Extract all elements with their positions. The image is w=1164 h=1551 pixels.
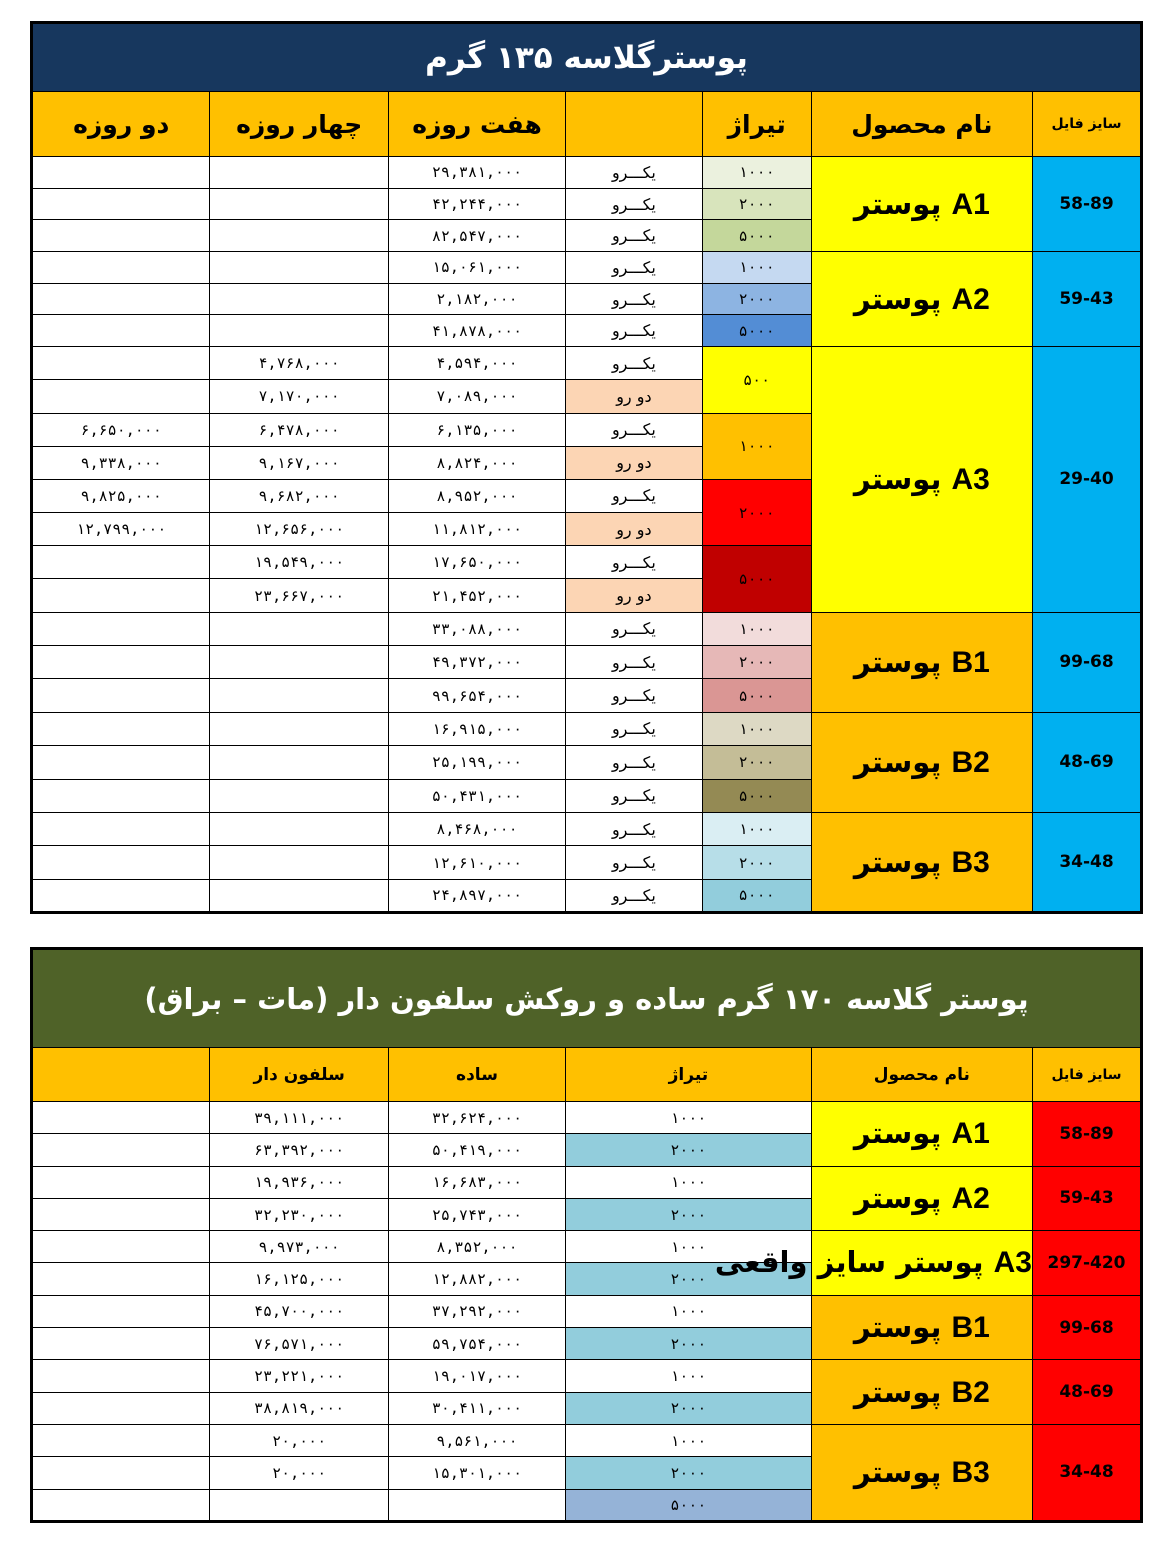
file-size-cell: 34-48 (1033, 1424, 1142, 1521)
tiraj-cell: ۱۰۰۰ (702, 252, 811, 284)
price-two-day-cell (32, 188, 210, 220)
print-side-cell: یکـــرو (566, 479, 703, 512)
price-plain-cell: ۳۰,۴۱۱,۰۰۰ (388, 1392, 565, 1424)
price-table-135g (30, 21, 1143, 914)
header-product-name: نام محصول (811, 92, 1032, 157)
price-cellophane-cell: ۶۳,۳۹۲,۰۰۰ (210, 1134, 388, 1166)
price-two-day-cell (32, 347, 210, 380)
price-two-day-cell (32, 646, 210, 679)
print-side-cell: یکـــرو (566, 283, 703, 315)
price-seven-day-cell: ۸۲,۵۴۷,۰۰۰ (388, 220, 565, 252)
tiraj-cell: ۲۰۰۰ (702, 283, 811, 315)
header-seven-day: هفت روزه (388, 92, 565, 157)
price-four-day-cell: ۷,۱۷۰,۰۰۰ (210, 380, 388, 413)
table-170-body (32, 1102, 1142, 1522)
price-seven-day-cell: ۲۹,۳۸۱,۰۰۰ (388, 157, 565, 189)
price-four-day-cell (210, 846, 388, 879)
price-cellophane-cell: ۳۲,۲۳۰,۰۰۰ (210, 1198, 388, 1230)
product-code: B1 (951, 1311, 990, 1345)
price-four-day-cell: ۹,۶۸۲,۰۰۰ (210, 479, 388, 512)
product-code: A1 (951, 1117, 990, 1151)
price-seven-day-cell: ۱۱,۸۱۲,۰۰۰ (388, 513, 565, 546)
tiraj-cell: ۵۰۰۰ (702, 879, 811, 912)
price-seven-day-cell: ۴۱,۸۷۸,۰۰۰ (388, 315, 565, 347)
print-side-cell: یکـــرو (566, 679, 703, 712)
price-two-day-cell (32, 879, 210, 912)
price-seven-day-cell: ۹۹,۶۵۴,۰۰۰ (388, 679, 565, 712)
price-two-day-cell: ۹,۳۳۸,۰۰۰ (32, 446, 210, 479)
header-product-name: نام محصول (811, 1048, 1032, 1102)
price-two-day-cell (32, 380, 210, 413)
table-row (32, 812, 1142, 845)
price-two-day-cell (32, 546, 210, 579)
price-four-day-cell: ۹,۱۶۷,۰۰۰ (210, 446, 388, 479)
price-two-day-cell (32, 252, 210, 284)
tiraj-cell: ۲۰۰۰ (566, 1198, 812, 1230)
price-cellophane-cell: ۷۶,۵۷۱,۰۰۰ (210, 1328, 388, 1360)
tiraj-cell: ۱۰۰۰ (702, 712, 811, 745)
product-label: پوستر (853, 186, 942, 221)
price-plain-cell: ۳۷,۲۹۲,۰۰۰ (388, 1295, 565, 1327)
product-label: پوستر (853, 1116, 942, 1151)
print-side-cell: یکـــرو (566, 546, 703, 579)
file-size-cell: 29-40 (1033, 347, 1142, 613)
empty-cell (32, 1263, 210, 1295)
price-four-day-cell (210, 188, 388, 220)
file-size-cell: 99-68 (1033, 1295, 1142, 1360)
price-seven-day-cell: ۸,۸۲۴,۰۰۰ (388, 446, 565, 479)
price-cellophane-cell: ۴۵,۷۰۰,۰۰۰ (210, 1295, 388, 1327)
price-plain-cell: ۳۲,۶۲۴,۰۰۰ (388, 1102, 565, 1134)
product-name-cell (811, 157, 1032, 252)
header-plain: ساده (388, 1048, 565, 1102)
tiraj-cell: ۵۰۰۰ (702, 779, 811, 812)
print-side-cell: دو رو (566, 513, 703, 546)
header-extra (32, 1048, 210, 1102)
print-side-cell: یکـــرو (566, 315, 703, 347)
price-cellophane-cell: ۹,۹۷۳,۰۰۰ (210, 1231, 388, 1263)
tiraj-cell: ۲۰۰۰ (566, 1328, 812, 1360)
empty-cell (32, 1166, 210, 1198)
file-size-cell: 58-89 (1033, 1102, 1142, 1167)
price-cellophane-cell (210, 1489, 388, 1521)
price-seven-day-cell: ۸,۴۶۸,۰۰۰ (388, 812, 565, 845)
file-size-cell: 34-48 (1033, 812, 1142, 912)
header-four-day: چهار روزه (210, 92, 388, 157)
tiraj-cell: ۲۰۰۰ (566, 1457, 812, 1489)
product-code: A3 (993, 1246, 1032, 1280)
empty-cell (32, 1489, 210, 1521)
price-plain-cell: ۵۰,۴۱۹,۰۰۰ (388, 1134, 565, 1166)
product-name-cell (811, 1166, 1032, 1231)
price-cellophane-cell: ۲۰,۰۰۰ (210, 1424, 388, 1456)
product-name-cell (811, 1360, 1032, 1425)
print-side-cell: یکـــرو (566, 413, 703, 446)
tiraj-cell: ۲۰۰۰ (702, 846, 811, 879)
table-row (32, 612, 1142, 645)
price-seven-day-cell: ۳۳,۰۸۸,۰۰۰ (388, 612, 565, 645)
price-plain-cell: ۱۲,۸۸۲,۰۰۰ (388, 1263, 565, 1295)
file-size-cell: 297-420 (1033, 1231, 1142, 1296)
price-four-day-cell (210, 220, 388, 252)
price-seven-day-cell: ۲۱,۴۵۲,۰۰۰ (388, 579, 565, 612)
print-side-cell: یکـــرو (566, 220, 703, 252)
product-name-cell (811, 1424, 1032, 1521)
table-row (32, 347, 1142, 380)
empty-cell (32, 1295, 210, 1327)
file-size-cell: 58-89 (1033, 157, 1142, 252)
table-row (32, 1102, 1142, 1134)
price-cellophane-cell: ۳۸,۸۱۹,۰۰۰ (210, 1392, 388, 1424)
product-name-cell (811, 812, 1032, 912)
product-code: A3 (951, 462, 990, 496)
product-name-cell (714, 1231, 1032, 1296)
price-cellophane-cell: ۱۹,۹۳۶,۰۰۰ (210, 1166, 388, 1198)
price-seven-day-cell: ۱۵,۰۶۱,۰۰۰ (388, 252, 565, 284)
product-code: A2 (951, 282, 990, 316)
empty-cell (32, 1134, 210, 1166)
header-two-day: دو روزه (32, 92, 210, 157)
price-two-day-cell: ۶,۶۵۰,۰۰۰ (32, 413, 210, 446)
tiraj-cell: ۲۰۰۰ (566, 1392, 812, 1424)
tiraj-cell: ۱۰۰۰ (566, 1231, 812, 1263)
price-seven-day-cell: ۲۵,۱۹۹,۰۰۰ (388, 746, 565, 779)
price-two-day-cell (32, 779, 210, 812)
product-label: پوستر (853, 1374, 942, 1409)
price-four-day-cell: ۲۳,۶۶۷,۰۰۰ (210, 579, 388, 612)
tiraj-cell: ۲۰۰۰ (566, 1263, 812, 1295)
empty-cell (32, 1392, 210, 1424)
product-label: پوستر (853, 461, 942, 496)
empty-cell (32, 1102, 210, 1134)
file-size-cell: 59-43 (1033, 252, 1142, 347)
tiraj-cell: ۵۰۰۰ (566, 1489, 812, 1521)
price-two-day-cell: ۱۲,۷۹۹,۰۰۰ (32, 513, 210, 546)
price-two-day-cell (32, 812, 210, 845)
product-code: B2 (951, 745, 990, 779)
tiraj-cell: ۱۰۰۰ (702, 612, 811, 645)
price-four-day-cell (210, 315, 388, 347)
file-size-cell: 48-69 (1033, 1360, 1142, 1425)
price-seven-day-cell: ۴۲,۲۴۴,۰۰۰ (388, 188, 565, 220)
table-135-body (32, 157, 1142, 913)
price-plain-cell: ۱۵,۳۰۱,۰۰۰ (388, 1457, 565, 1489)
price-two-day-cell (32, 712, 210, 745)
print-side-cell: یکـــرو (566, 712, 703, 745)
product-name-cell (811, 1102, 1032, 1167)
price-plain-cell: ۱۹,۰۱۷,۰۰۰ (388, 1360, 565, 1392)
header-side (566, 92, 703, 157)
print-side-cell: یکـــرو (566, 252, 703, 284)
price-two-day-cell (32, 612, 210, 645)
print-side-cell: دو رو (566, 380, 703, 413)
tiraj-cell: ۱۰۰۰ (566, 1360, 812, 1392)
product-name-cell (811, 252, 1032, 347)
product-label: پوستر (853, 1180, 942, 1215)
price-plain-cell (388, 1489, 565, 1521)
price-seven-day-cell: ۱۲,۶۱۰,۰۰۰ (388, 846, 565, 879)
product-code: A2 (951, 1181, 990, 1215)
print-side-cell: یکـــرو (566, 157, 703, 189)
table-row (32, 1231, 1142, 1263)
tiraj-cell: ۲۰۰۰ (702, 746, 811, 779)
tiraj-cell: ۱۰۰۰ (702, 812, 811, 845)
price-two-day-cell (32, 315, 210, 347)
print-side-cell: یکـــرو (566, 879, 703, 912)
product-code: B3 (951, 845, 990, 879)
product-name-cell (811, 1295, 1032, 1360)
price-plain-cell: ۸,۳۵۲,۰۰۰ (388, 1231, 565, 1263)
print-side-cell: یکـــرو (566, 746, 703, 779)
product-label: پوستر (853, 844, 942, 879)
table-row (32, 1166, 1142, 1198)
header-file-size: سایز فایل (1033, 92, 1142, 157)
tiraj-cell: ۵۰۰۰ (702, 679, 811, 712)
price-seven-day-cell: ۴,۵۹۴,۰۰۰ (388, 347, 565, 380)
price-seven-day-cell: ۱۷,۶۵۰,۰۰۰ (388, 546, 565, 579)
tiraj-cell: ۲۰۰۰ (702, 188, 811, 220)
tiraj-cell: ۱۰۰۰ (566, 1166, 812, 1198)
price-four-day-cell (210, 252, 388, 284)
product-name-cell (811, 347, 1032, 613)
price-four-day-cell: ۱۹,۵۴۹,۰۰۰ (210, 546, 388, 579)
tiraj-cell: ۱۰۰۰ (566, 1295, 812, 1327)
tiraj-cell: ۵۰۰۰ (702, 220, 811, 252)
price-plain-cell: ۲۵,۷۴۳,۰۰۰ (388, 1198, 565, 1230)
price-four-day-cell (210, 812, 388, 845)
product-code: B3 (951, 1455, 990, 1489)
print-side-cell: یکـــرو (566, 347, 703, 380)
price-cellophane-cell: ۱۶,۱۲۵,۰۰۰ (210, 1263, 388, 1295)
product-code: B2 (951, 1375, 990, 1409)
tiraj-cell: ۲۰۰۰ (702, 479, 811, 545)
product-label: پوستر (853, 1454, 942, 1489)
price-four-day-cell (210, 679, 388, 712)
price-plain-cell: ۵۹,۷۵۴,۰۰۰ (388, 1328, 565, 1360)
file-size-cell: 48-69 (1033, 712, 1142, 812)
product-name-cell (811, 612, 1032, 712)
price-two-day-cell (32, 283, 210, 315)
empty-cell (32, 1328, 210, 1360)
print-side-cell: یکـــرو (566, 188, 703, 220)
print-side-cell: دو رو (566, 579, 703, 612)
table-row (32, 157, 1142, 189)
price-four-day-cell (210, 283, 388, 315)
price-cellophane-cell: ۲۳,۲۲۱,۰۰۰ (210, 1360, 388, 1392)
price-four-day-cell (210, 779, 388, 812)
product-name-cell (811, 712, 1032, 812)
price-two-day-cell: ۹,۸۲۵,۰۰۰ (32, 479, 210, 512)
product-label: پوستر (853, 281, 942, 316)
tiraj-cell: ۱۰۰۰ (702, 157, 811, 189)
price-seven-day-cell: ۴۹,۳۷۲,۰۰۰ (388, 646, 565, 679)
price-four-day-cell (210, 879, 388, 912)
price-two-day-cell (32, 679, 210, 712)
price-two-day-cell (32, 157, 210, 189)
price-four-day-cell: ۱۲,۶۵۶,۰۰۰ (210, 513, 388, 546)
tiraj-cell: ۵۰۰۰ (702, 315, 811, 347)
price-seven-day-cell: ۲,۱۸۲,۰۰۰ (388, 283, 565, 315)
product-label: پوستر سایز واقعی (714, 1245, 984, 1280)
price-cellophane-cell: ۲۰,۰۰۰ (210, 1457, 388, 1489)
price-seven-day-cell: ۲۴,۸۹۷,۰۰۰ (388, 879, 565, 912)
price-seven-day-cell: ۱۶,۹۱۵,۰۰۰ (388, 712, 565, 745)
price-four-day-cell (210, 746, 388, 779)
header-tiraj: تیراژ (702, 92, 811, 157)
price-four-day-cell: ۶,۴۷۸,۰۰۰ (210, 413, 388, 446)
empty-cell (32, 1198, 210, 1230)
table-row (32, 1424, 1142, 1456)
table-row (32, 712, 1142, 745)
price-four-day-cell (210, 157, 388, 189)
print-side-cell: یکـــرو (566, 846, 703, 879)
price-two-day-cell (32, 220, 210, 252)
price-seven-day-cell: ۵۰,۴۳۱,۰۰۰ (388, 779, 565, 812)
tiraj-cell: ۲۰۰۰ (702, 646, 811, 679)
tiraj-cell: ۲۰۰۰ (566, 1134, 812, 1166)
table-row (32, 252, 1142, 284)
table-row (32, 1295, 1142, 1327)
header-tiraj: تیراژ (566, 1048, 812, 1102)
tiraj-cell: ۱۰۰۰ (702, 413, 811, 479)
price-seven-day-cell: ۸,۹۵۲,۰۰۰ (388, 479, 565, 512)
price-plain-cell: ۱۶,۶۸۳,۰۰۰ (388, 1166, 565, 1198)
price-table-170g (30, 947, 1143, 1523)
product-code: B1 (951, 645, 990, 679)
price-seven-day-cell: ۶,۱۳۵,۰۰۰ (388, 413, 565, 446)
empty-cell (32, 1457, 210, 1489)
price-four-day-cell (210, 612, 388, 645)
product-label: پوستر (853, 644, 942, 679)
tiraj-cell: ۵۰۰۰ (702, 546, 811, 612)
price-two-day-cell (32, 579, 210, 612)
empty-cell (32, 1360, 210, 1392)
price-four-day-cell (210, 646, 388, 679)
price-four-day-cell: ۴,۷۶۸,۰۰۰ (210, 347, 388, 380)
tiraj-cell: ۵۰۰ (702, 347, 811, 413)
price-seven-day-cell: ۷,۰۸۹,۰۰۰ (388, 380, 565, 413)
tiraj-cell: ۱۰۰۰ (566, 1102, 812, 1134)
price-cellophane-cell: ۳۹,۱۱۱,۰۰۰ (210, 1102, 388, 1134)
file-size-cell: 99-68 (1033, 612, 1142, 712)
empty-cell (32, 1424, 210, 1456)
table-170-title: پوستر گلاسه ۱۷۰ گرم ساده و روکش سلفون دار (مات – براق) (32, 949, 1142, 1048)
empty-cell (32, 1231, 210, 1263)
header-file-size: سایز فایل (1033, 1048, 1142, 1102)
print-side-cell: دو رو (566, 446, 703, 479)
tiraj-cell: ۱۰۰۰ (566, 1424, 812, 1456)
print-side-cell: یکـــرو (566, 812, 703, 845)
print-side-cell: یکـــرو (566, 612, 703, 645)
print-side-cell: یکـــرو (566, 646, 703, 679)
product-label: پوستر (853, 744, 942, 779)
product-code: A1 (951, 187, 990, 221)
price-four-day-cell (210, 712, 388, 745)
price-two-day-cell (32, 746, 210, 779)
product-label: پوستر (853, 1310, 942, 1345)
price-plain-cell: ۹,۵۶۱,۰۰۰ (388, 1424, 565, 1456)
file-size-cell: 59-43 (1033, 1166, 1142, 1231)
header-cellophane: سلفون دار (210, 1048, 388, 1102)
print-side-cell: یکـــرو (566, 779, 703, 812)
table-135-title: پوسترگلاسه ۱۳۵ گرم (32, 23, 1142, 92)
price-two-day-cell (32, 846, 210, 879)
table-row (32, 1360, 1142, 1392)
